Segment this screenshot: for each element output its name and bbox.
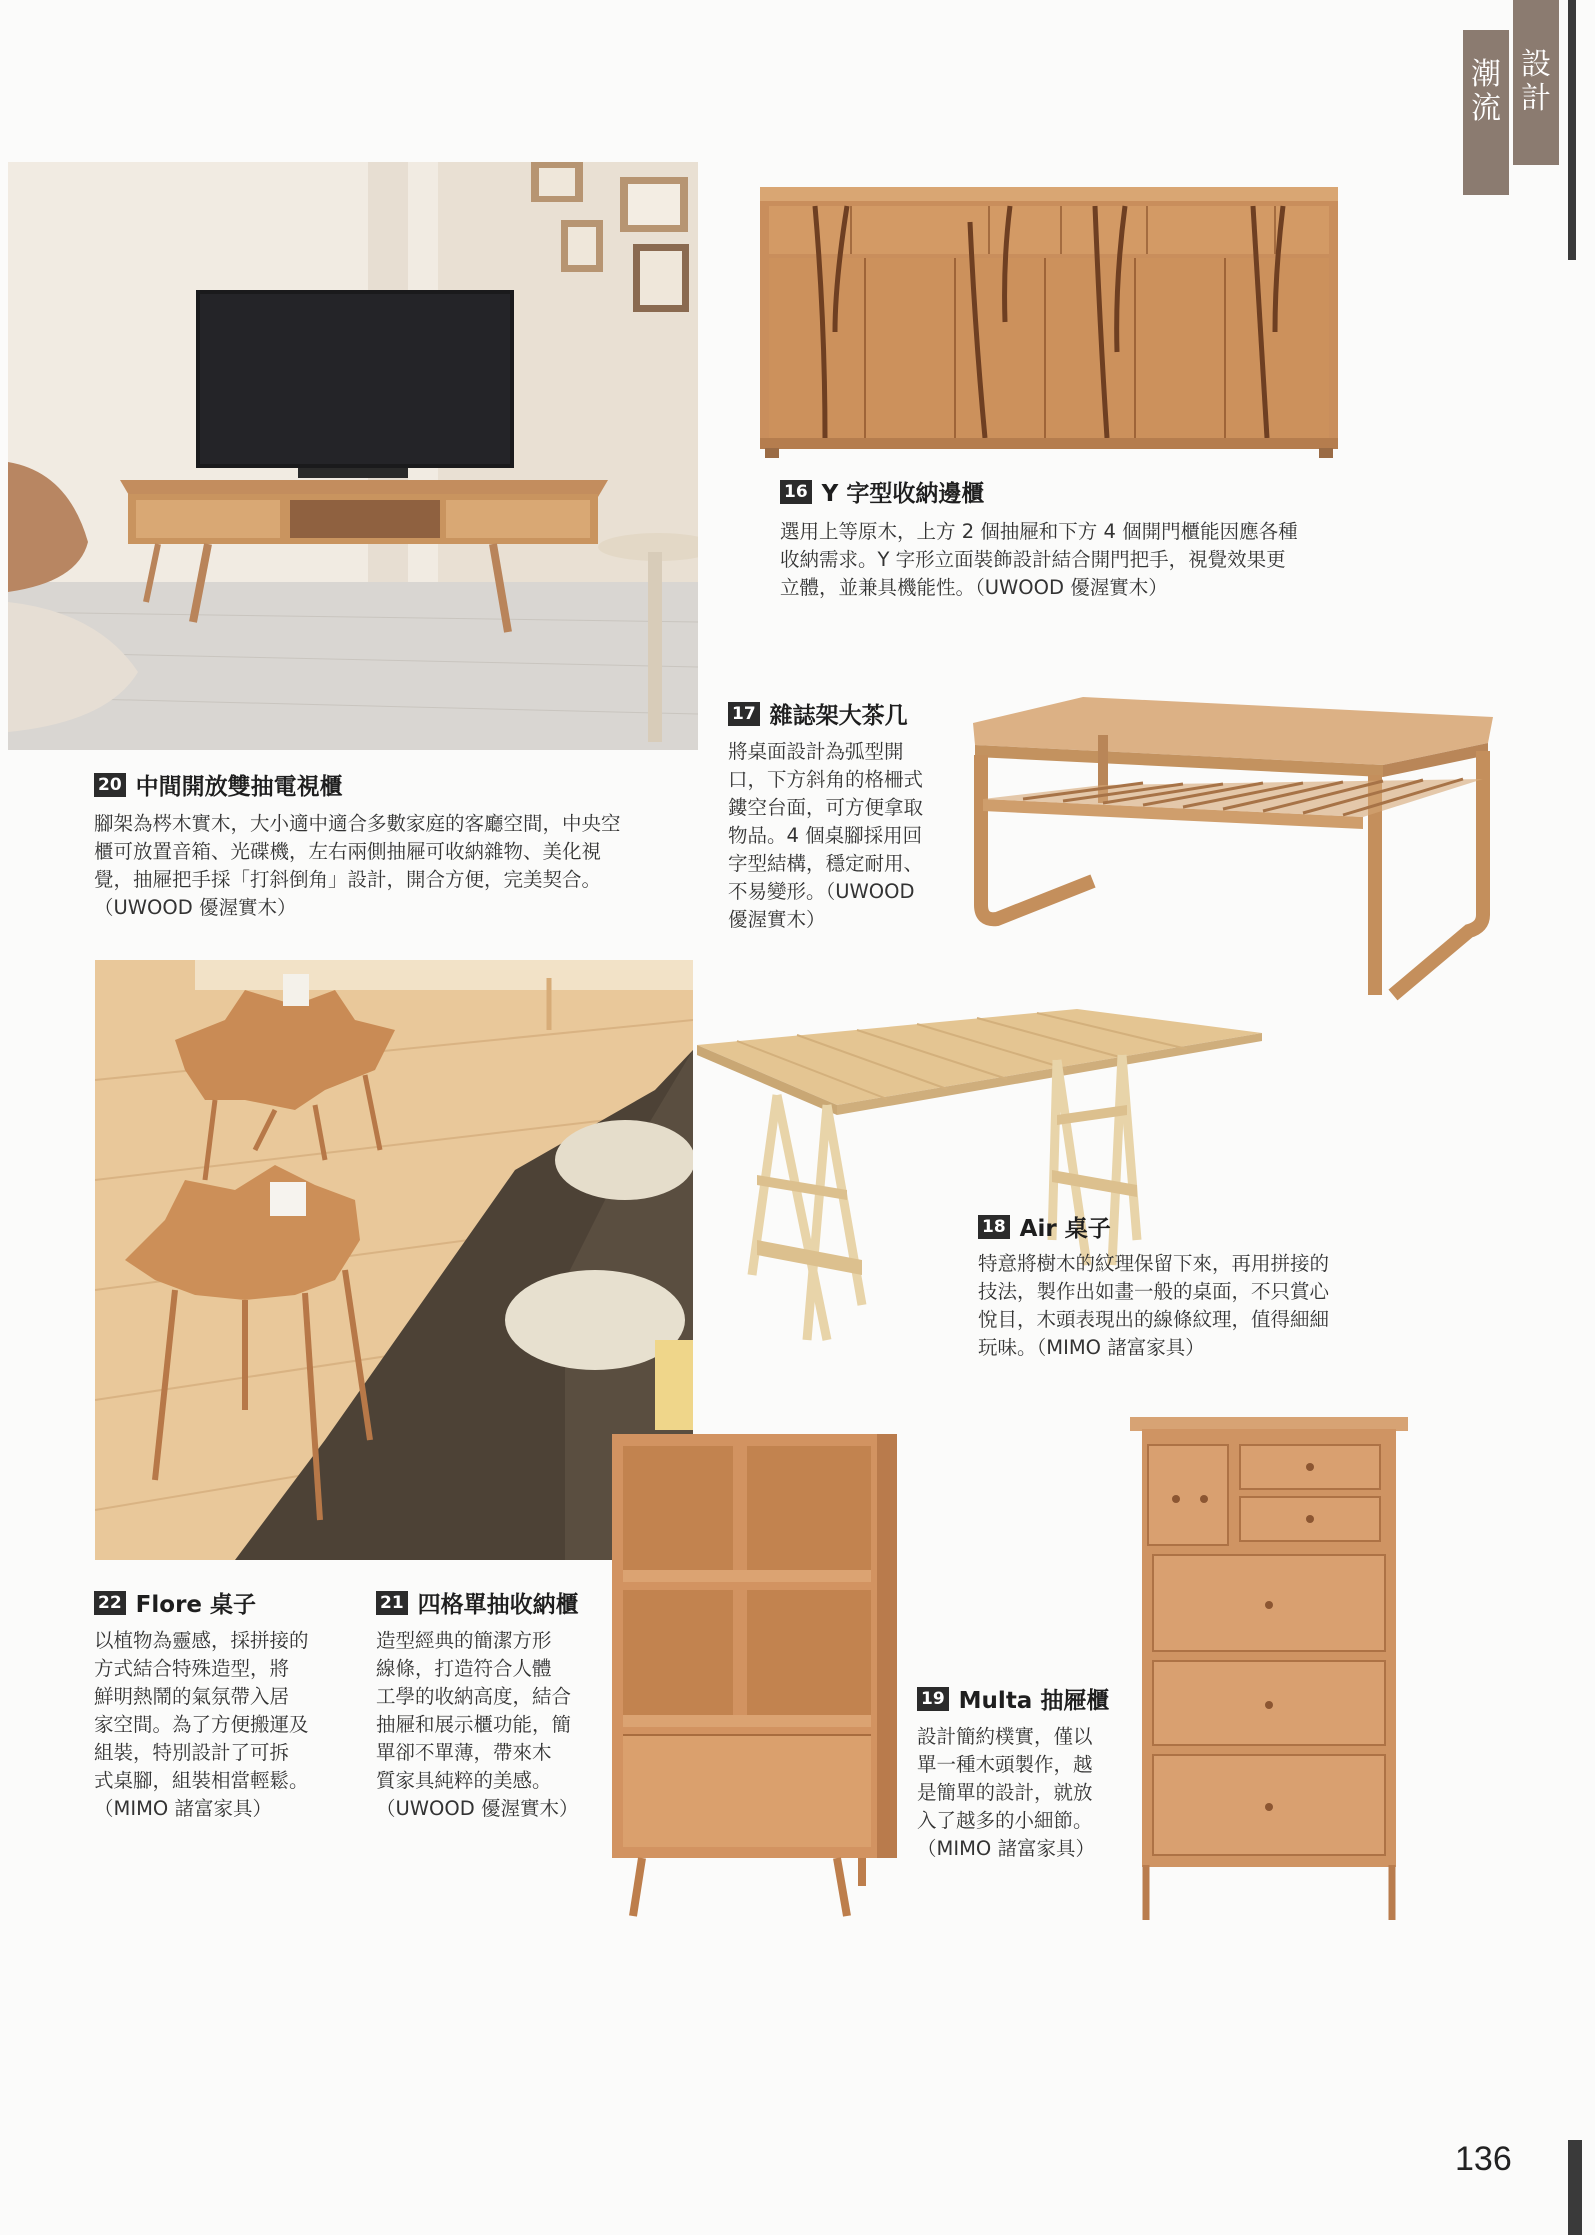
item-16-number: 16 bbox=[780, 480, 812, 504]
description-line: 入了越多的小細節。 bbox=[917, 1809, 1093, 1832]
description-line: 櫃可放置音箱、光碟機，左右兩側抽屜可收納雜物、美化視 bbox=[94, 840, 602, 863]
coffee-table-image bbox=[963, 695, 1503, 1007]
description-line: 抽屜和展示櫃功能，簡 bbox=[376, 1713, 572, 1736]
item-22-title-row bbox=[94, 1586, 256, 1619]
item-22-description bbox=[94, 1627, 334, 1823]
item-16-title: Y 字型收納邊櫃 bbox=[821, 481, 985, 507]
description-line: 線條，打造符合人體 bbox=[376, 1657, 552, 1680]
multa-drawer-photo bbox=[1128, 1415, 1410, 1925]
description-line: 將桌面設計為弧型開 bbox=[728, 740, 904, 763]
description-line: （UWOOD 優渥實木） bbox=[376, 1797, 579, 1820]
page-number: 136 bbox=[1455, 2140, 1512, 2178]
item-20-title: 中間開放雙抽電視櫃 bbox=[135, 774, 343, 800]
y-sideboard-image bbox=[755, 182, 1345, 460]
flore-table-image bbox=[95, 960, 693, 1560]
item-20-description bbox=[94, 810, 694, 922]
description-line: 腳架為梣木實木，大小適中適合多數家庭的客廳空間，中央空 bbox=[94, 812, 621, 835]
description-line: 字型結構，穩定耐用、 bbox=[728, 852, 924, 875]
description-line: 是簡單的設計，就放 bbox=[917, 1781, 1093, 1804]
section-tab-char: 計 bbox=[1521, 81, 1551, 116]
item-19-title-row bbox=[917, 1682, 1109, 1715]
description-line: 收納需求。Y 字形立面裝飾設計結合開門把手，視覺效果更 bbox=[780, 548, 1286, 571]
description-line: 物品。4 個桌腳採用回 bbox=[728, 824, 923, 847]
description-line: （UWOOD 優渥實木） bbox=[94, 896, 297, 919]
item-19-number: 19 bbox=[917, 1687, 949, 1711]
item-21-title: 四格單抽收納櫃 bbox=[417, 1592, 579, 1618]
description-line: 選用上等原木，上方 2 個抽屜和下方 4 個開門櫃能因應各種 bbox=[780, 520, 1298, 543]
description-line: 家空間。為了方便搬運及 bbox=[94, 1713, 309, 1736]
item-19-description bbox=[917, 1723, 1137, 1863]
description-line: 優渥實木） bbox=[728, 908, 826, 931]
item-17-description bbox=[728, 738, 968, 934]
description-line: 工學的收納高度，結合 bbox=[376, 1685, 572, 1708]
item-18-title: Air 桌子 bbox=[1019, 1216, 1111, 1242]
description-line: 式桌腳，組裝相當輕鬆。 bbox=[94, 1769, 309, 1792]
description-line: 設計簡約樸實，僅以 bbox=[917, 1725, 1093, 1748]
item-16-title-row bbox=[780, 475, 984, 508]
description-line: 技法，製作出如畫一般的桌面，不只賞心 bbox=[978, 1280, 1330, 1303]
section-tab-char: 潮 bbox=[1471, 57, 1501, 92]
section-tab-right bbox=[1513, 0, 1559, 165]
description-line: 不易變形。（UWOOD bbox=[728, 880, 915, 903]
description-line: 以植物為靈感，採拼接的 bbox=[94, 1629, 309, 1652]
coffee-table-photo bbox=[963, 695, 1503, 1007]
item-21-title-row bbox=[376, 1586, 579, 1619]
item-21-description bbox=[376, 1627, 604, 1823]
y-sideboard-photo bbox=[755, 182, 1345, 460]
four-grid-cabinet-image bbox=[607, 1430, 902, 1922]
item-20-number: 20 bbox=[94, 773, 126, 797]
item-17-number: 17 bbox=[728, 702, 760, 726]
four-grid-cabinet-photo bbox=[607, 1430, 902, 1922]
edge-bar bbox=[1568, 2140, 1582, 2235]
description-line: 組裝，特別設計了可拆 bbox=[94, 1741, 290, 1764]
tv-cabinet-photo bbox=[8, 162, 698, 750]
section-tab-left bbox=[1463, 30, 1509, 195]
tv-cabinet-image bbox=[8, 162, 698, 750]
description-line: 鮮明熱鬧的氣氛帶入居 bbox=[94, 1685, 290, 1708]
item-20-title-row bbox=[94, 768, 343, 801]
item-18-number: 18 bbox=[978, 1215, 1010, 1239]
description-line: 口，下方斜角的格柵式 bbox=[728, 768, 924, 791]
edge-bar bbox=[1568, 0, 1576, 260]
description-line: 單卻不單薄，帶來木 bbox=[376, 1741, 552, 1764]
item-18-description bbox=[978, 1250, 1398, 1362]
flore-table-photo bbox=[95, 960, 693, 1560]
item-22-title: Flore 桌子 bbox=[135, 1592, 257, 1618]
item-21-number: 21 bbox=[376, 1591, 408, 1615]
description-line: 鏤空台面，可方便拿取 bbox=[728, 796, 924, 819]
multa-drawer-image bbox=[1128, 1415, 1410, 1925]
description-line: 特意將樹木的紋理保留下來，再用拼接的 bbox=[978, 1252, 1330, 1275]
description-line: 覺，抽屜把手採「打斜倒角」設計，開合方便，完美契合。 bbox=[94, 868, 602, 891]
item-17-title-row bbox=[728, 697, 908, 730]
description-line: 立體，並兼具機能性。（UWOOD 優渥實木） bbox=[780, 576, 1168, 599]
description-line: 玩味。（MIMO 諸富家具） bbox=[978, 1336, 1205, 1359]
description-line: （MIMO 諸富家具） bbox=[94, 1797, 272, 1820]
description-line: 造型經典的簡潔方形 bbox=[376, 1629, 552, 1652]
item-17-title: 雜誌架大茶几 bbox=[769, 703, 908, 729]
item-19-title: Multa 抽屜櫃 bbox=[958, 1688, 1110, 1714]
description-line: 質家具純粹的美感。 bbox=[376, 1769, 552, 1792]
section-tab-char: 設 bbox=[1521, 47, 1551, 82]
section-tab-char: 流 bbox=[1471, 91, 1501, 126]
item-18-title-row bbox=[978, 1210, 1111, 1243]
item-22-number: 22 bbox=[94, 1591, 126, 1615]
description-line: （MIMO 諸富家具） bbox=[917, 1837, 1095, 1860]
item-16-description bbox=[780, 518, 1340, 602]
description-line: 單一種木頭製作，越 bbox=[917, 1753, 1093, 1776]
description-line: 方式結合特殊造型，將 bbox=[94, 1657, 290, 1680]
description-line: 悅目，木頭表現出的線條紋理，值得細細 bbox=[978, 1308, 1330, 1331]
